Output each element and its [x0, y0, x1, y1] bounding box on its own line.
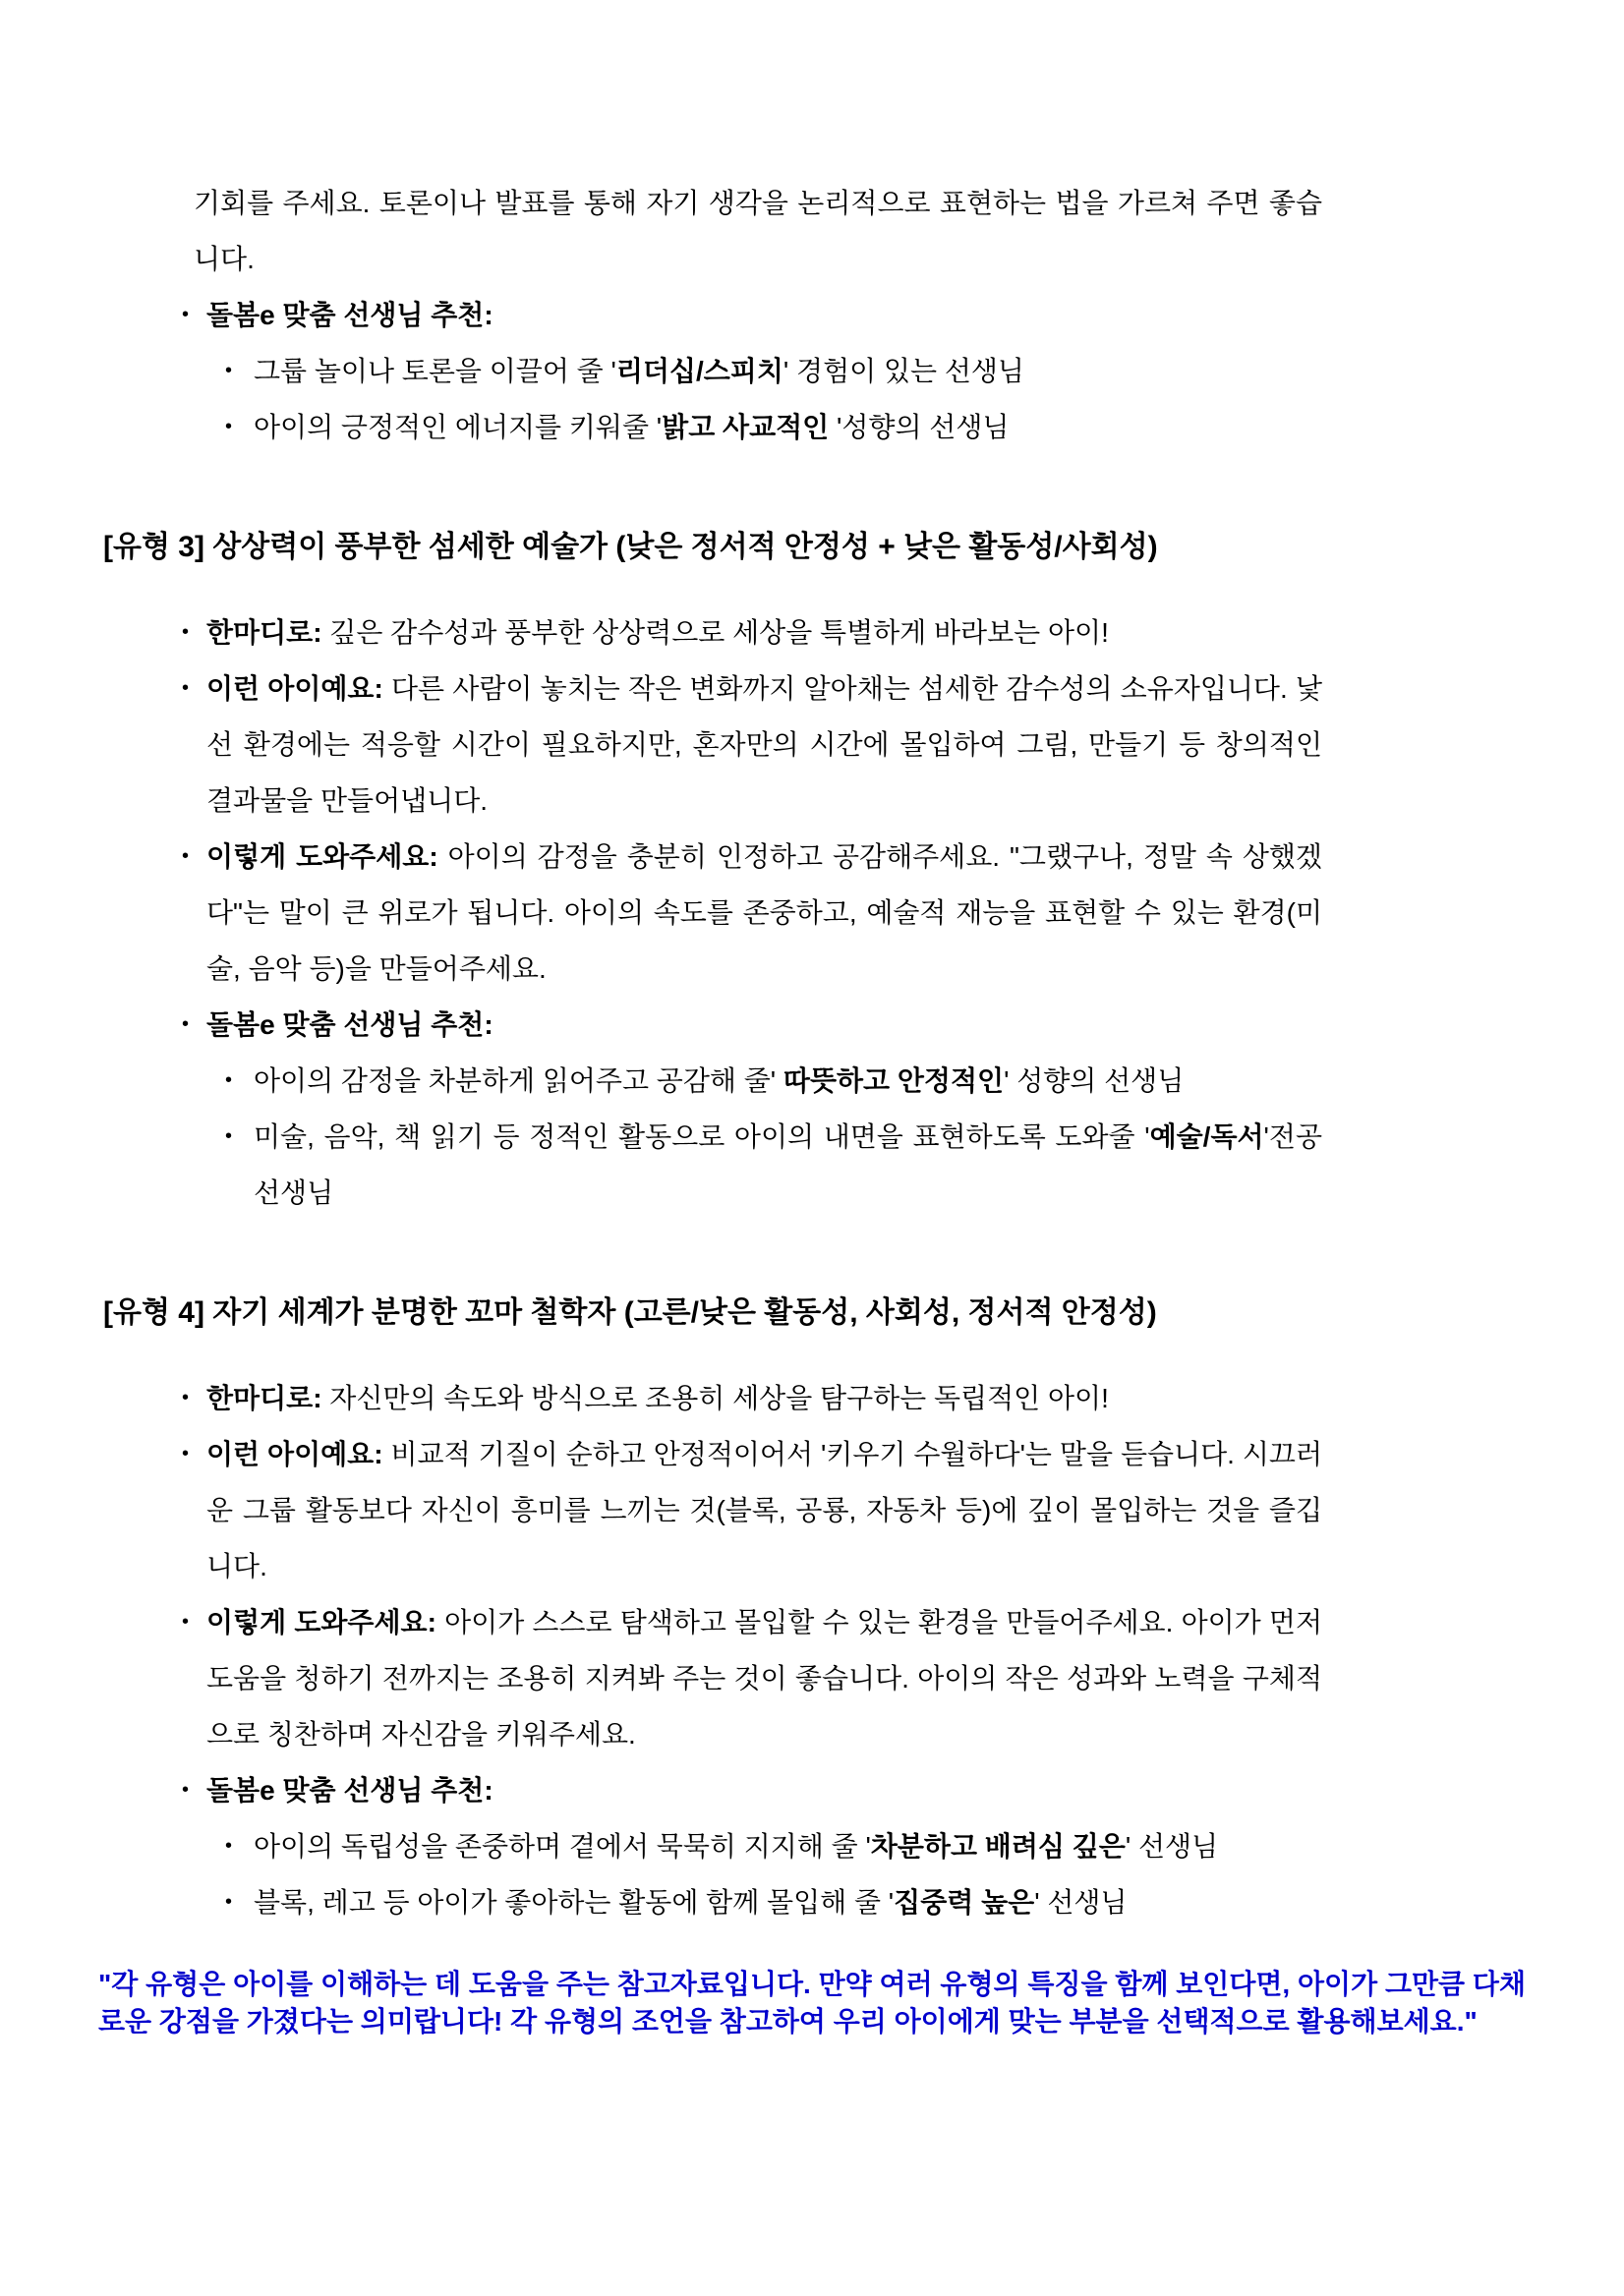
type4-heading [103, 1284, 1322, 1343]
text-run: 아이의 감정을 차분하게 읽어주고 공감해 줄' [254, 1065, 783, 1096]
type4-reco-item-calm-caring [103, 1818, 1322, 1874]
text-run: 아이가 스스로 탐색하고 몰입할 수 있는 환경을 만들어주세요. 아이가 먼저 도움을 청하기 전까지는 조용히 지켜봐 주는 것이 좋습니다. 아이의 작은 성과와 노력을 구체적으로 칭찬하며 자신감을 키워주세요. [206, 1607, 1322, 1750]
bullet-dot-icon: • [225, 1891, 233, 1913]
text-run: 이렇게 도와주세요: [206, 841, 438, 872]
bullet-dot-icon: • [182, 621, 190, 643]
type3-summary-bullet [103, 604, 1322, 660]
footnote-guidance-note [98, 1966, 1526, 2040]
text-run: 돌봄e 맞춤 선생님 추천: [206, 1009, 493, 1040]
type3-reco-item-art-reading [103, 1109, 1322, 1221]
type4-help-bullet [103, 1594, 1322, 1762]
bullet-dot-icon: • [225, 416, 233, 437]
text-run: ' 성향의 선생님 [1004, 1065, 1185, 1096]
text-run: 리더십/스피치 [615, 356, 783, 386]
text-run: 밝고 사교적인 [662, 412, 830, 442]
text-run: [유형 3] 상상력이 풍부한 섬세한 예술가 (낮은 정서적 안정성 + 낮은 활동성/사회성) [103, 531, 1158, 563]
text-run: 미술, 음악, 책 읽기 등 정적인 활동으로 아이의 내면을 표현하도록 도와줄 ' [254, 1121, 1150, 1152]
bullet-dot-icon: • [225, 1069, 233, 1091]
type2-reco-item-leadership-speech [103, 343, 1322, 399]
text-run: 예술/독서 [1149, 1121, 1264, 1152]
bullet-dot-icon: • [225, 1125, 233, 1147]
text-run: 돌봄e 맞춤 선생님 추천: [206, 300, 493, 330]
text-run: 그룹 놀이나 토론을 이끌어 줄 ' [254, 356, 616, 386]
text-run: "각 유형은 아이를 이해하는 데 도움을 주는 참고자료입니다. 만약 여러 유형의 특징을 함께 보인다면, 아이가 그만큼 다채로운 강점을 가졌다는 의미랍니다! 각 유형의 조언을 참고하여 우리 아이에게 맞는 부분을 선택적으로 활용해보세요." [98, 1969, 1526, 2037]
type3-heading [103, 518, 1322, 577]
document-content [98, 175, 1526, 2040]
text-run: 차분하고 배려심 깊은 [870, 1831, 1126, 1862]
text-run: 자신만의 속도와 방식으로 조용히 세상을 탐구하는 독립적인 아이! [321, 1383, 1109, 1413]
text-run: 아이의 독립성을 존중하며 곁에서 묵묵히 지지해 줄 ' [254, 1831, 871, 1862]
text-run: 돌봄e 맞춤 선생님 추천: [206, 1775, 493, 1806]
bullet-dot-icon: • [182, 304, 190, 325]
text-run: 다른 사람이 놓치는 작은 변화까지 알아채는 섬세한 감수성의 소유자입니다. 낯선 환경에는 적응할 시간이 필요하지만, 혼자만의 시간에 몰입하여 그림, 만들기 등 창의적인 결과물을 만들어냅니다. [206, 673, 1322, 816]
text-run: 이런 아이예요: [206, 1439, 383, 1469]
type4-reco-item-high-focus [103, 1874, 1322, 1930]
bullet-dot-icon: • [182, 1611, 190, 1633]
text-run: 비교적 기질이 순하고 안정적이어서 '키우기 수월하다'는 말을 듣습니다. 시끄러운 그룹 활동보다 자신이 흥미를 느끼는 것(블록, 공룡, 자동차 등)에 깊이 몰입하는 것을 즐깁니다. [206, 1439, 1322, 1581]
text-run: 아이의 감정을 충분히 인정하고 공감해주세요. "그랬구나, 정말 속 상했겠다"는 말이 큰 위로가 됩니다. 아이의 속도를 존중하고, 예술적 재능을 표현할 수 있는 환경(미술, 음악 등)을 만들어주세요. [206, 841, 1322, 984]
bullet-dot-icon: • [182, 1013, 190, 1035]
type3-reco-item-warm-stable [103, 1053, 1322, 1109]
bullet-dot-icon: • [182, 1387, 190, 1408]
bullet-dot-icon: • [182, 1443, 190, 1464]
type4-teacher-reco-bullet [103, 1762, 1322, 1818]
text-run: 아이의 긍정적인 에너지를 키워줄 ' [254, 412, 663, 442]
text-run: 따뜻하고 안정적인 [783, 1065, 1005, 1096]
text-run: [유형 4] 자기 세계가 분명한 꼬마 철학자 (고른/낮은 활동성, 사회성, 정서적 안정성) [103, 1296, 1157, 1329]
bullet-dot-icon: • [182, 845, 190, 867]
type2-teacher-reco-bullet [103, 287, 1322, 343]
text-run: 블록, 레고 등 아이가 좋아하는 활동에 함께 몰입해 줄 ' [254, 1887, 895, 1918]
text-run: 한마디로: [206, 617, 322, 648]
text-run: 이렇게 도와주세요: [206, 1607, 436, 1637]
bullet-dot-icon: • [182, 1779, 190, 1801]
bullet-dot-icon: • [225, 360, 233, 381]
text-run: ' 경험이 있는 선생님 [783, 356, 1024, 386]
text-run: ' 선생님 [1125, 1831, 1219, 1862]
type2-reco-item-bright-social [103, 399, 1322, 455]
type3-teacher-reco-bullet [103, 997, 1322, 1053]
text-run: '전공 선생님 [254, 1121, 1322, 1208]
text-run: 한마디로: [206, 1383, 322, 1413]
bullet-dot-icon: • [182, 677, 190, 699]
text-run: '성향의 선생님 [829, 412, 1010, 442]
bullet-dot-icon: • [225, 1835, 233, 1857]
text-run: 집중력 높은 [894, 1887, 1035, 1918]
type4-child-description-bullet [103, 1426, 1322, 1594]
type3-child-description-bullet [103, 660, 1322, 829]
text-run: 이런 아이예요: [206, 673, 383, 704]
text-run: ' 선생님 [1034, 1887, 1128, 1918]
type4-summary-bullet [103, 1370, 1322, 1426]
type3-help-bullet [103, 829, 1322, 997]
text-run: 기회를 주세요. 토론이나 발표를 통해 자기 생각을 논리적으로 표현하는 법을 가르쳐 주면 좋습니다. [194, 188, 1322, 274]
carryover-paragraph [103, 175, 1322, 287]
text-run: 깊은 감수성과 풍부한 상상력으로 세상을 특별하게 바라보는 아이! [321, 617, 1109, 648]
